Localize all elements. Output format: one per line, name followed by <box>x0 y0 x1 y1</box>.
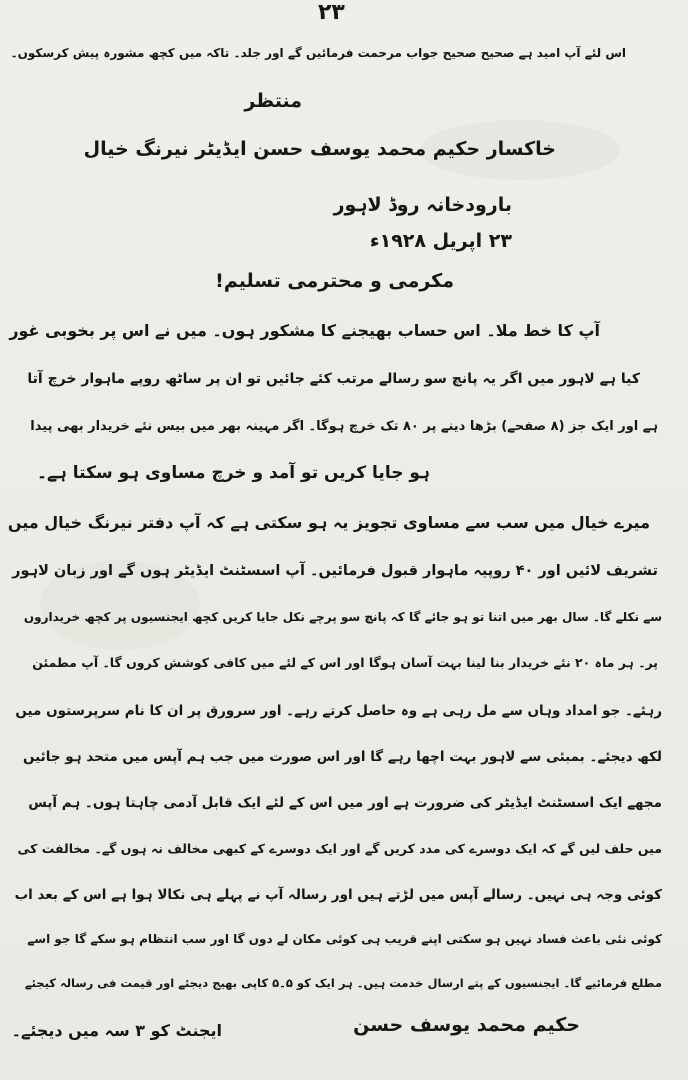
letter2-salutation: مکرمی و محترمی تسلیم! <box>215 270 454 292</box>
body-line: پر۔ ہر ماہ ۲۰ نئے خریدار بنا لینا بہت آسان ہوگا اور اس کے لئے میں کافی کوشش کروں گا۔ آپ مطمئن <box>32 655 658 670</box>
body-line: سے نکلے گا۔ سال بھر میں اتنا تو ہو جائے گا کہ پانچ سو پرچے نکل جایا کریں کچھ ایجنسیوں پر کچھ خریداروں <box>23 610 662 624</box>
body-line: تشریف لائیں اور ۴۰ روپیہ ماہوار قبول فرمائیں۔ آپ اسسٹنٹ ایڈیٹر ہوں گے اور زبان لاہور <box>12 563 658 579</box>
body-line: ہو جایا کریں تو آمد و خرچ مساوی ہو سکتا ہے۔ <box>37 463 430 483</box>
page-number: ۲۳ <box>318 0 345 25</box>
letter1-closing: منتظر <box>244 90 302 112</box>
body-line: میرے خیال میں سب سے مساوی تجویز یہ ہو سکتی ہے کہ آپ دفتر نیرنگ خیال میں <box>7 513 650 532</box>
body-line: لکھ دیجئے۔ بمبئی سے لاہور بہت اچھا رہے گا اور اس صورت میں جب ہم آپس میں متحد ہو جائیں <box>23 749 662 765</box>
body-line: آپ کا خط ملا۔ اس حساب بھیجنے کا مشکور ہوں۔ میں نے اس پر بخوبی غور <box>9 321 600 340</box>
body-line: مجھے ایک اسسٹنٹ ایڈیٹر کی ضرورت ہے اور میں اس کے لئے ایک قابل آدمی چاہتا ہوں۔ ہم آپس <box>28 795 662 811</box>
body-line: کیا ہے لاہور میں اگر یہ پانچ سو رسالے مرتب کئے جائیں تو ان پر ساٹھ روپے ماہوار خرچ آتا <box>27 371 640 387</box>
body-line: رہئے۔ جو امداد وہاں سے مل رہی ہے وہ حاصل کرتے رہے۔ اور سرورق پر ان کا نام سرپرستوں میں <box>15 703 662 719</box>
body-line: ہے اور ایک جز (۸ صفحے) بڑھا دینے پر ۸۰ تک خرچ ہوگا۔ اگر مہینہ بھر میں بیس نئے خریدار بھی پیدا <box>30 419 658 434</box>
body-line: میں حلف لیں گے کہ ایک دوسرے کی مدد کریں گے اور ایک دوسرے کے کبھی مخالف نہ ہوں گے۔ مخالفت کی <box>17 841 662 856</box>
letter2-date: ۲۳ اپریل ۱۹۲۸ء <box>369 230 512 252</box>
letter1-signature: خاکسار حکیم محمد یوسف حسن ایڈیٹر نیرنگ خیال <box>83 138 556 160</box>
body-line: کوئی وجہ ہی نہیں۔ رسالے آپس میں لڑتے ہیں اور رسالہ آپ نے پہلے ہی نکالا ہوا ہے اس کے بعد اب <box>14 887 662 903</box>
body-line: ایجنٹ کو ۳ سہ میں دیجئے۔ <box>11 1021 222 1040</box>
body-line: مطلع فرمائیے گا۔ ایجنسیوں کے پتے ارسال خدمت ہیں۔ ہر ایک کو ۵۔۵ کاپی بھیج دیجئے اور قیمت فی رسالہ کیجئے <box>24 976 662 990</box>
letter2-signature: حکیم محمد یوسف حسن <box>353 1014 580 1036</box>
letter1-body-line: اس لئے آپ امید ہے صحیح صحیح جواب مرحمت فرمائیں گے اور جلد۔ تاکہ میں کچھ مشورہ پیش کرسکوں۔ <box>10 46 626 60</box>
body-line: کوئی نئی باعث فساد نہیں ہو سکتی اپنے قریب ہی کوئی مکان لے دوں گا اور سب انتظام ہو سکے گا جو اسے <box>27 932 662 946</box>
letter2-address: بارودخانہ روڈ لاہور <box>333 194 512 216</box>
